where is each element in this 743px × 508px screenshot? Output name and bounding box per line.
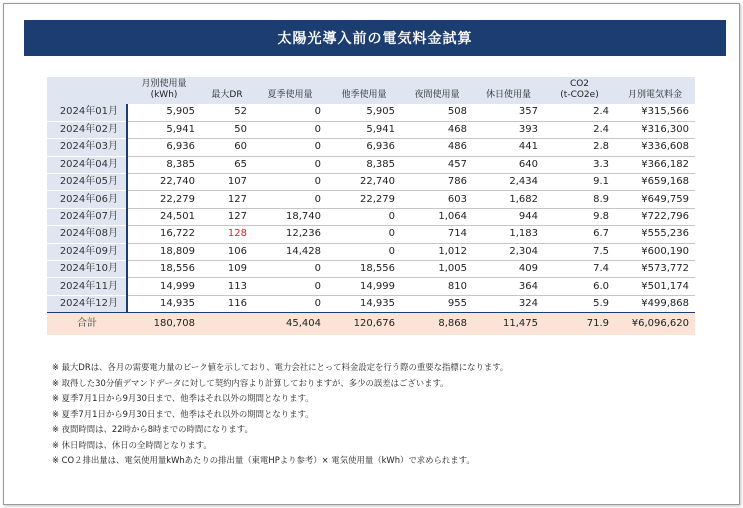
cell-month: 2024年03月 (47, 139, 127, 156)
cell-summer: 18,740 (253, 208, 327, 225)
cell-holiday: 2,434 (473, 174, 544, 191)
column-header-line2: 夏季使用量 (267, 90, 313, 100)
cell-holiday: 640 (473, 156, 544, 173)
cell-dr: 128 (201, 226, 253, 243)
cell-dr (201, 313, 253, 336)
cell-summer: 0 (253, 295, 327, 312)
cell-other: 18,556 (327, 261, 401, 278)
cell-co2: 7.5 (544, 243, 615, 260)
column-header-line2: (t-CO2e) (560, 90, 599, 100)
cell-night: 1,012 (401, 243, 473, 260)
cell-dr: 50 (201, 121, 253, 138)
cell-usage: 8,385 (127, 156, 201, 173)
cell-holiday: 441 (473, 139, 544, 156)
cell-usage: 18,556 (127, 261, 201, 278)
cell-night: 1,064 (401, 208, 473, 225)
cell-co2: 6.0 (544, 278, 615, 295)
cell-co2: 9.8 (544, 208, 615, 225)
total-row (47, 313, 695, 336)
cell-fee: ¥6,096,620 (615, 313, 695, 336)
cell-month: 2024年08月 (47, 226, 127, 243)
cell-usage: 18,809 (127, 243, 201, 260)
table-row (47, 261, 695, 278)
cell-other: 22,279 (327, 191, 401, 208)
cell-holiday: 357 (473, 104, 544, 121)
cell-night: 786 (401, 174, 473, 191)
cell-co2: 71.9 (544, 313, 615, 336)
cell-summer: 0 (253, 104, 327, 121)
cell-summer: 0 (253, 156, 327, 173)
cell-fee: ¥722,796 (615, 208, 695, 225)
cell-holiday: 393 (473, 121, 544, 138)
cell-usage: 16,722 (127, 226, 201, 243)
cell-night: 486 (401, 139, 473, 156)
cell-holiday: 409 (473, 261, 544, 278)
cell-night: 955 (401, 295, 473, 312)
cell-night: 457 (401, 156, 473, 173)
cell-summer: 0 (253, 139, 327, 156)
cell-holiday: 324 (473, 295, 544, 312)
cell-holiday: 944 (473, 208, 544, 225)
cell-month: 2024年05月 (47, 174, 127, 191)
cell-summer: 12,236 (253, 226, 327, 243)
cell-usage: 5,905 (127, 104, 201, 121)
cell-usage: 180,708 (127, 313, 201, 336)
footnotes (52, 360, 712, 469)
cell-other: 5,941 (327, 121, 401, 138)
cell-other: 14,935 (327, 295, 401, 312)
column-header (253, 77, 327, 104)
table-header-row (47, 77, 695, 104)
cell-holiday: 11,475 (473, 313, 544, 336)
column-header (327, 77, 401, 104)
table-row (47, 295, 695, 312)
cell-dr: 52 (201, 104, 253, 121)
table-row (47, 156, 695, 173)
cell-summer: 45,404 (253, 313, 327, 336)
cell-fee: ¥315,566 (615, 104, 695, 121)
column-header (201, 77, 253, 104)
page-title: 太陽光導入前の電気料金試算 (24, 20, 726, 56)
cell-usage: 6,936 (127, 139, 201, 156)
cell-summer: 0 (253, 278, 327, 295)
cell-fee: ¥336,608 (615, 139, 695, 156)
cell-co2: 2.8 (544, 139, 615, 156)
note-line: ※ 夜間時間は、22時から8時までの時間になります。 (52, 424, 253, 434)
cell-other: 6,936 (327, 139, 401, 156)
column-header-line2: 月別電気料金 (627, 90, 682, 100)
column-header-line2: 他季使用量 (341, 90, 387, 100)
cell-other: 5,905 (327, 104, 401, 121)
cell-summer: 14,428 (253, 243, 327, 260)
cell-co2: 2.4 (544, 121, 615, 138)
cell-other: 8,385 (327, 156, 401, 173)
cell-usage: 22,740 (127, 174, 201, 191)
cell-dr: 116 (201, 295, 253, 312)
cell-dr: 127 (201, 191, 253, 208)
cell-dr: 113 (201, 278, 253, 295)
column-header-line2: (kWh) (150, 90, 178, 100)
cell-usage: 14,935 (127, 295, 201, 312)
cell-fee: ¥316,300 (615, 121, 695, 138)
cell-dr: 107 (201, 174, 253, 191)
cell-month: 2024年09月 (47, 243, 127, 260)
cell-month: 2024年07月 (47, 208, 127, 225)
cell-co2: 7.4 (544, 261, 615, 278)
table-body (47, 104, 695, 335)
cell-other: 14,999 (327, 278, 401, 295)
column-header-line1: CO2 (569, 79, 590, 89)
column-header (401, 77, 473, 104)
table-row (47, 278, 695, 295)
column-header (47, 77, 127, 104)
cell-month: 2024年06月 (47, 191, 127, 208)
cell-night: 8,868 (401, 313, 473, 336)
cell-month: 2024年04月 (47, 156, 127, 173)
cell-month: 2024年01月 (47, 104, 127, 121)
cell-night: 508 (401, 104, 473, 121)
cell-night: 468 (401, 121, 473, 138)
table-row (47, 121, 695, 138)
column-header-line2: 休日使用量 (485, 90, 531, 100)
cell-fee: ¥555,236 (615, 226, 695, 243)
cell-dr: 109 (201, 261, 253, 278)
note-line: ※ 夏季7月1日から9月30日まで、他季はそれ以外の期間となります。 (52, 408, 314, 419)
cell-fee: ¥499,868 (615, 295, 695, 312)
cell-fee: ¥573,772 (615, 261, 695, 278)
cell-holiday: 364 (473, 278, 544, 295)
electricity-fee-table (47, 77, 695, 335)
cell-fee: ¥501,174 (615, 278, 695, 295)
cell-holiday: 1,183 (473, 226, 544, 243)
cell-other: 120,676 (327, 313, 401, 336)
note-line: ※ CO２排出量は、電気使用量kWhあたりの排出量（東電HPより参考）× 電気使用量（kWh）で求められます。 (52, 455, 475, 465)
table-row (47, 139, 695, 156)
cell-night: 603 (401, 191, 473, 208)
cell-month: 合計 (47, 313, 127, 336)
cell-other: 0 (327, 226, 401, 243)
cell-fee: ¥659,168 (615, 174, 695, 191)
cell-month: 2024年11月 (47, 278, 127, 295)
column-header (127, 77, 201, 104)
cell-fee: ¥600,190 (615, 243, 695, 260)
cell-night: 714 (401, 226, 473, 243)
cell-night: 810 (401, 278, 473, 295)
cell-summer: 0 (253, 174, 327, 191)
column-header-line2: 最大DR (211, 90, 243, 100)
column-header (615, 77, 695, 104)
cell-dr: 127 (201, 208, 253, 225)
cell-co2: 9.1 (544, 174, 615, 191)
cell-other: 0 (327, 208, 401, 225)
table-row (47, 243, 695, 260)
cell-co2: 8.9 (544, 191, 615, 208)
column-header (473, 77, 544, 104)
note-line: ※ 休日時間は、休日の全時間となります。 (52, 439, 212, 450)
cell-month: 2024年02月 (47, 121, 127, 138)
cell-fee: ¥649,759 (615, 191, 695, 208)
cell-co2: 5.9 (544, 295, 615, 312)
note-line: ※ 夏季7月1日から9月30日まで、他季はそれ以外の期間となります。 (52, 393, 314, 403)
cell-summer: 0 (253, 261, 327, 278)
cell-summer: 0 (253, 121, 327, 138)
cell-holiday: 1,682 (473, 191, 544, 208)
cell-night: 1,005 (401, 261, 473, 278)
cell-co2: 6.7 (544, 226, 615, 243)
table-row (47, 191, 695, 208)
cell-summer: 0 (253, 191, 327, 208)
column-header (544, 77, 615, 104)
cell-dr: 65 (201, 156, 253, 173)
table-row (47, 226, 695, 243)
cell-usage: 24,501 (127, 208, 201, 225)
cell-other: 0 (327, 243, 401, 260)
note-line: ※ 取得した30分値デマンドデータに対して契約内容より計算しておりますが、多少の誤差はございます。 (52, 377, 449, 388)
cell-usage: 14,999 (127, 278, 201, 295)
column-header-line2: 夜間使用量 (414, 90, 460, 100)
cell-usage: 5,941 (127, 121, 201, 138)
note-line: ※ 最大DRは、各月の需要電力量のピーク値を示しており、電力会社にとって料金設定を行う際の重要な指標になります。 (52, 362, 509, 372)
table-row (47, 208, 695, 225)
cell-holiday: 2,304 (473, 243, 544, 260)
cell-co2: 3.3 (544, 156, 615, 173)
cell-dr: 60 (201, 139, 253, 156)
cell-usage: 22,279 (127, 191, 201, 208)
cell-month: 2024年10月 (47, 261, 127, 278)
column-header-line1: 月別使用量 (141, 79, 187, 89)
table-row (47, 174, 695, 191)
cell-other: 22,740 (327, 174, 401, 191)
table-row (47, 104, 695, 121)
cell-dr: 106 (201, 243, 253, 260)
cell-month: 2024年12月 (47, 295, 127, 312)
cell-co2: 2.4 (544, 104, 615, 121)
cell-fee: ¥366,182 (615, 156, 695, 173)
